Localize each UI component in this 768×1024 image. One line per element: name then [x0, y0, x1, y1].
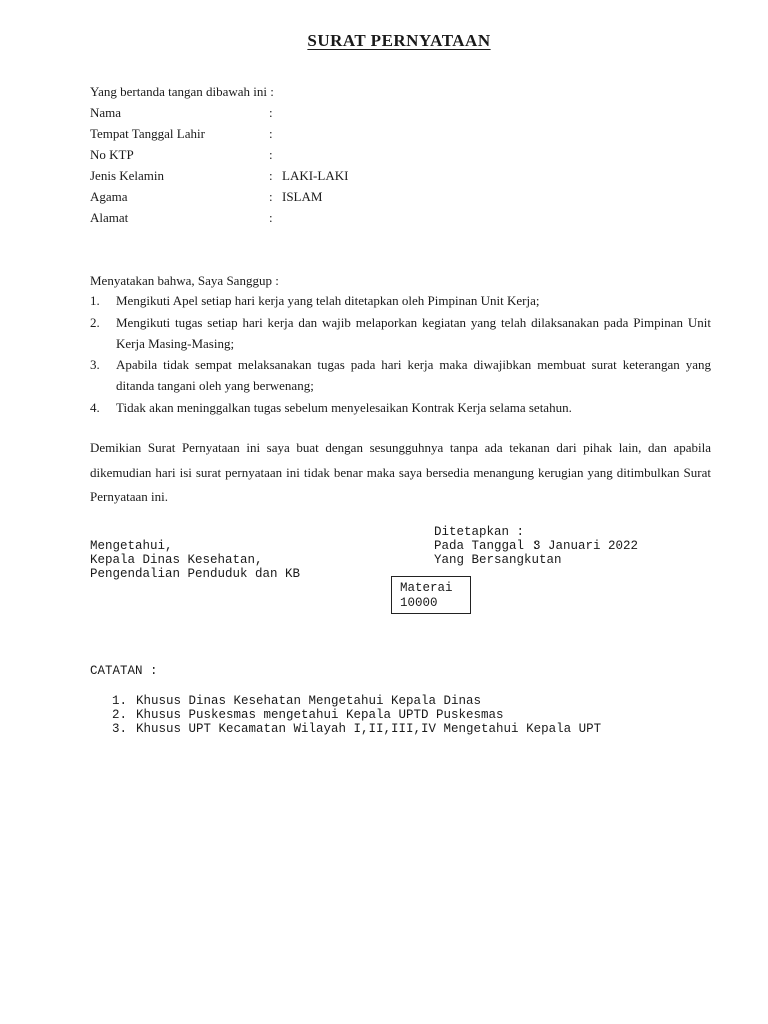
field-label-ttl: Tempat Tanggal Lahir	[90, 126, 205, 141]
field-label-jenis-kelamin: Jenis Kelamin	[90, 168, 165, 183]
kepala-dinas-label: Kepala Dinas Kesehatan,	[90, 553, 263, 567]
ditetapkan-line: Ditetapkan :	[434, 525, 525, 539]
field-label-agama: Agama	[90, 189, 128, 204]
field-colon: :	[269, 210, 273, 225]
note-number: 2.	[112, 708, 128, 722]
field-label-nama: Nama	[90, 105, 122, 120]
field-colon: :	[269, 126, 273, 141]
note-item: Khusus Puskesmas mengetahui Kepala UPTD Puskesmas	[136, 708, 504, 722]
field-colon: :	[269, 189, 273, 204]
intro-text: Yang bertanda tangan dibawah ini :	[90, 84, 274, 99]
tanggal-value: 3 Januari 2022	[533, 539, 639, 553]
note-item: Khusus Dinas Kesehatan Mengetahui Kepala Dinas	[136, 694, 482, 708]
materai-stamp-box	[391, 576, 471, 614]
note-number: 1.	[112, 694, 128, 708]
field-value-jenis-kelamin: LAKI-LAKI	[282, 168, 349, 183]
field-label-alamat: Alamat	[90, 210, 129, 225]
field-colon: :	[269, 147, 273, 162]
notes-heading: CATATAN :	[90, 664, 158, 678]
field-label-ktp: No KTP	[90, 147, 134, 162]
note-item: Khusus UPT Kecamatan Wilayah I,II,III,IV Mengetahui Kepala UPT	[136, 722, 602, 736]
materai-label: Materai	[400, 581, 453, 595]
statement-item: Apabila tidak sempat melaksanakan tugas pada hari kerja maka diwajibkan membuat surat keterangan yang ditanda tangani oleh yang berwenang;	[116, 357, 711, 393]
statement-intro: Menyatakan bahwa, Saya Sanggup :	[90, 273, 279, 288]
statement-number: 3.	[90, 357, 100, 372]
statement-number: 1.	[90, 293, 100, 308]
field-colon: :	[269, 168, 273, 183]
materai-value: 10000	[400, 596, 438, 610]
document-title: SURAT PERNYATAAN	[307, 31, 491, 50]
field-colon: :	[269, 105, 273, 120]
note-number: 3.	[112, 722, 128, 736]
statement-item: Mengikuti tugas setiap hari kerja dan wajib melaporkan kegiatan yang telah dilaksanakan pada Pimpinan Unit Kerja Masing-Masing;	[116, 315, 711, 351]
statement-number: 4.	[90, 400, 100, 415]
department-label: Pengendalian Penduduk dan KB	[90, 567, 301, 581]
statement-item: Mengikuti Apel setiap hari kerja yang telah ditetapkan oleh Pimpinan Unit Kerja;	[116, 293, 540, 308]
statement-item: Tidak akan meninggalkan tugas sebelum menyelesaikan Kontrak Kerja selama setahun.	[116, 400, 572, 415]
field-value-agama: ISLAM	[282, 189, 323, 204]
statement-number: 2.	[90, 315, 100, 330]
signatory-party: Yang Bersangkutan	[434, 553, 562, 567]
mengetahui-label: Mengetahui,	[90, 539, 173, 553]
tanggal-label: Pada Tanggal :	[434, 539, 540, 553]
closing-paragraph: Demikian Surat Pernyataan ini saya buat dengan sesungguhnya tanpa ada tekanan dari pihak lain, dan apabila dikemudian hari isi surat pernyataan ini tidak benar maka saya bersedia menangung kerugian yang ditimbulkan Surat Pernyataan ini.	[90, 440, 711, 504]
